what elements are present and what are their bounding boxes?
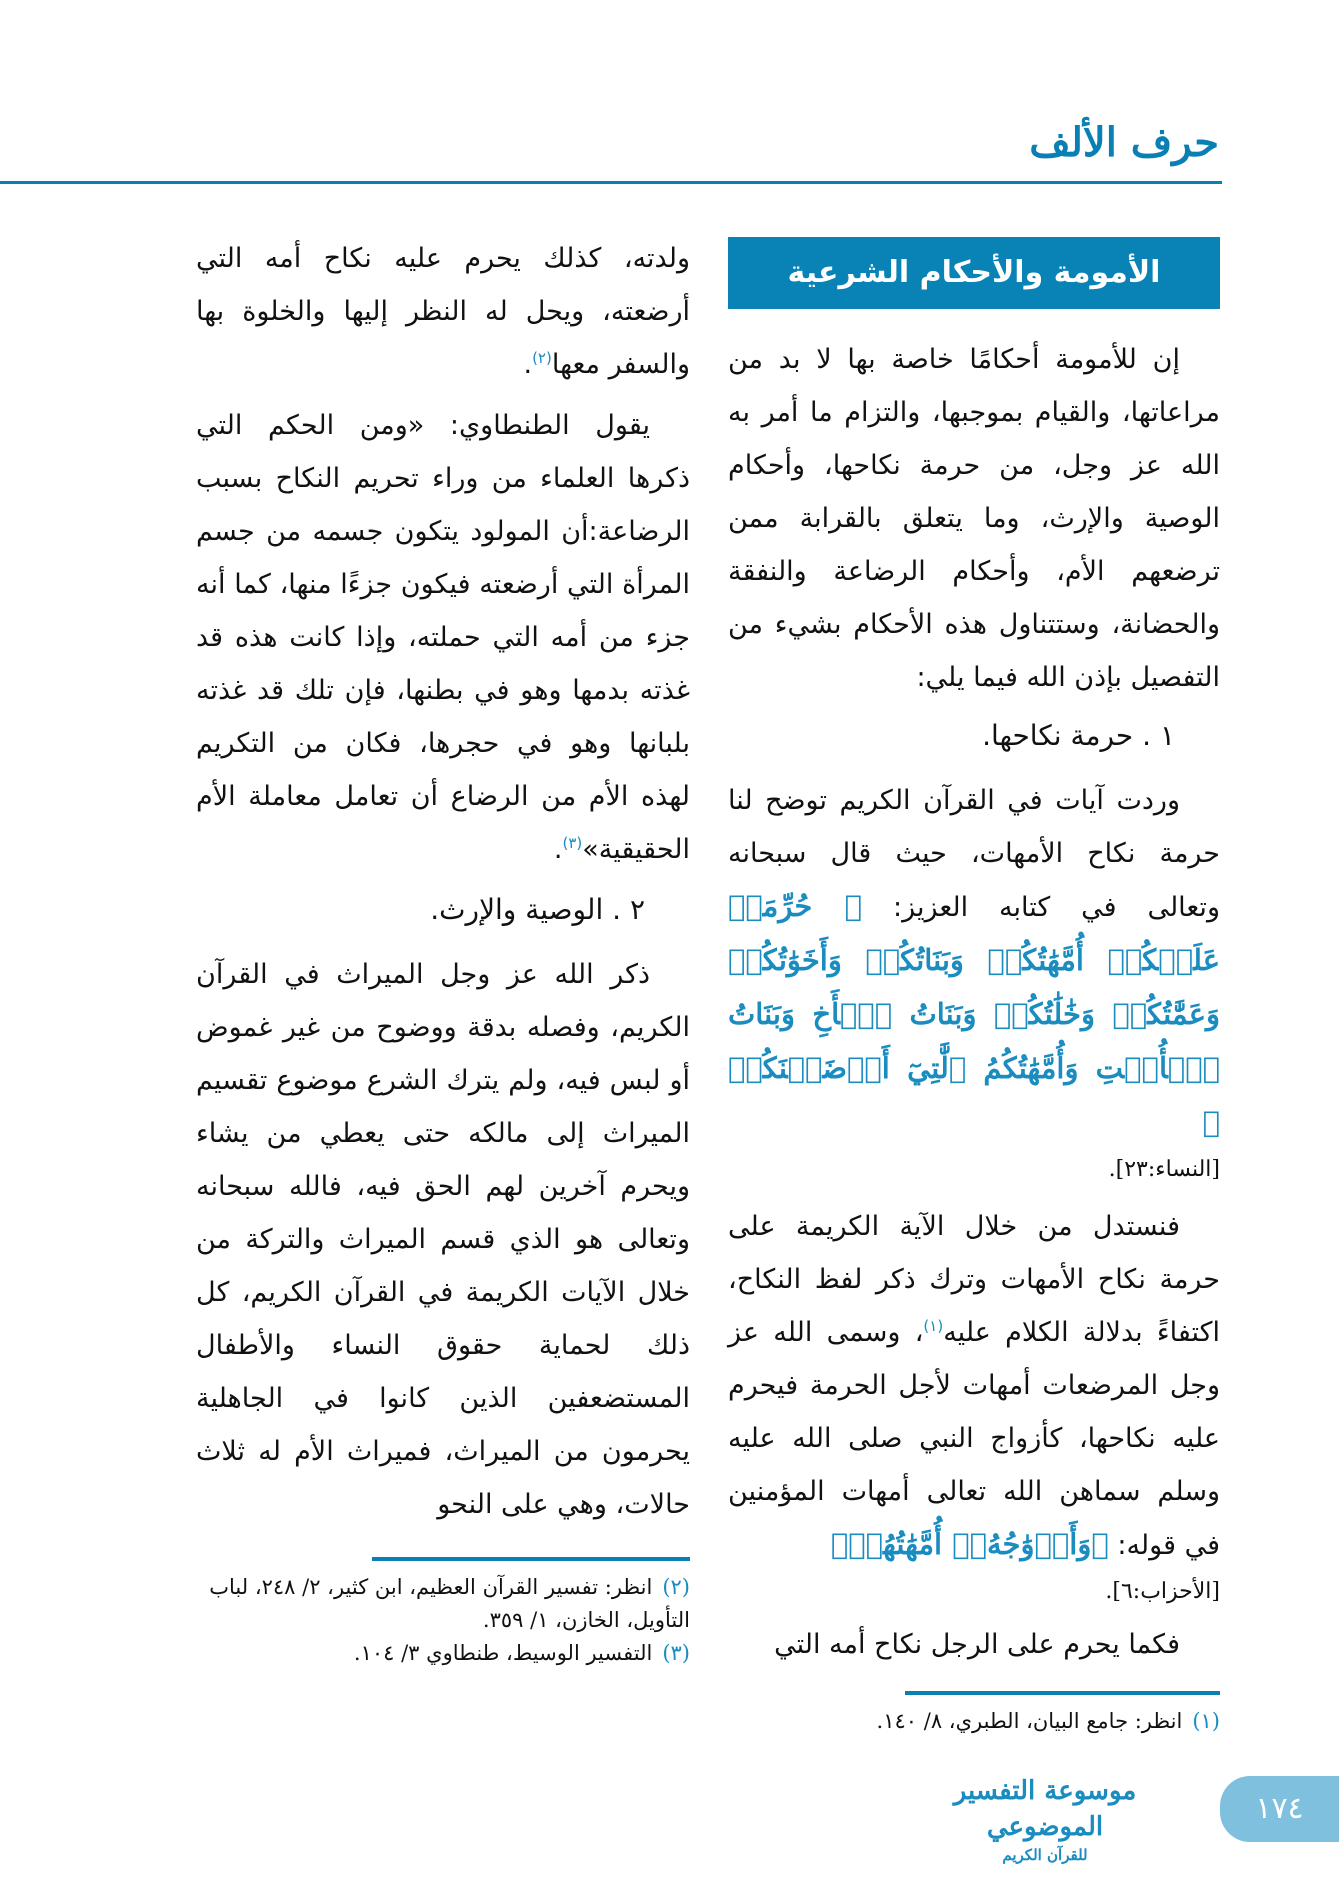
item-heading-2: ٢ . الوصية والإرث.: [430, 893, 645, 926]
verse-reference: [النساء:٢٣].: [1108, 1157, 1220, 1182]
footnote: [728, 1705, 1220, 1738]
paragraph: [728, 774, 1220, 1150]
right-column: [728, 237, 1220, 1738]
quran-verse: ﴿ حُرِّمَتۡ عَلَيۡكُمۡ أُمَّهَٰتُكُمۡ وَبَنَاتُكُمۡ وَأَخَوَٰتُكُمۡ وَعَمَّٰتُكُمۡ وَخَٰلَٰتُكُمۡ وَبَنَاتُ ٱلۡأَخِ وَبَنَاتُ ٱلۡأُخۡتِ وَأُمَّهَٰتُكُمُ ٱلَّٰتِيٓ أَرۡضَعۡنَكُمۡ ﴾: [728, 889, 1220, 1139]
chapter-title: حرف الألف: [1029, 119, 1219, 166]
page-header: [0, 0, 1339, 184]
footnote-marker[interactable]: (٣): [562, 834, 583, 852]
footnote-marker[interactable]: (١): [923, 1317, 944, 1335]
footnote: [196, 1637, 690, 1670]
footnote-text: التفسير الوسيط، طنطاوي ٣/ ١٠٤.: [353, 1641, 653, 1665]
footnote: [196, 1571, 690, 1637]
paragraph: [196, 232, 690, 391]
footnote-text: انظر: تفسير القرآن العظيم، ابن كثير، ٢/ ٢٤٨، لباب التأويل، الخازن، ١/ ٣٥٩.: [209, 1575, 690, 1632]
paragraph: [196, 399, 690, 876]
footnote-text: انظر: جامع البيان، الطبري، ٨/ ١٤٠.: [876, 1709, 1183, 1733]
paragraph-text: ، وسمى الله عز وجل المرضعات أمهات لأجل الحرمة فيحرم عليه نكاحها، كأزواج النبي صلى الله عليه وسلم سماهن الله تعالى أمهات المؤمنين في قوله:: [728, 1317, 1220, 1561]
paragraph-text: .: [553, 834, 563, 865]
paragraph: ذكر الله عز وجل الميراث في القرآن الكريم، وفصله بدقة ووضوح من غير غموض أو لبس فيه، ولم يترك الشرع موضوع تقسيم الميراث إلى مالكه حتى يعطي من يشاء ويحرم آخرين لهم الحق فيه، فالله سبحانه وتعالى هو الذي قسم الميراث والتركة من خلال الآيات الكريمة في القرآن الكريم، كل ذلك لحماية حقوق النساء والأطفال المستضعفين الذين كانوا في الجاهلية يحرمون من الميراث، فميراث الأم له ثلاث حالات، وهي على النحو: [196, 959, 690, 1520]
paragraph-text: فنستدل من خلال الآية الكريمة على حرمة نكاح الأمهات وترك ذكر لفظ النكاح، اكتفاءً بدلالة الكلام عليه: [728, 1211, 1220, 1348]
quran-verse: ﴿وَأَزۡوَٰجُهُۥٓ أُمَّهَٰتُهُمۡ﴾: [830, 1527, 1109, 1561]
page-footer: [0, 1768, 1339, 1878]
section-title: الأمومة والأحكام الشرعية: [728, 237, 1220, 309]
encyclopedia-logo: [900, 1773, 1190, 1865]
logo-subtitle: للقرآن الكريم: [1002, 1846, 1088, 1864]
footnote-divider: [372, 1557, 690, 1561]
footnote-number: (٣): [662, 1641, 690, 1665]
logo-title: موسوعة التفسير الموضوعي: [953, 1776, 1137, 1842]
footnote-number: (١): [1192, 1709, 1220, 1733]
quote-text: يقول الطنطاوي: «ومن الحكم التي ذكرها العلماء من وراء تحريم النكاح بسبب الرضاعة:أن المولود يتكون جسمه من جسم المرأة التي أرضعته فيكون جزءًا منها، كما أنه جزء من أمه التي حملته، وإذا كانت هذه قد غذته بدمها وهو في بطنها، فإن تلك قد غذته بلبانها وهو في حجرها، فكان من التكريم لهذه الأم من الرضاع أن تعامل معاملة الأم الحقيقية»: [196, 410, 690, 865]
item-heading-1: ١ . حرمة نكاحها.: [982, 719, 1175, 752]
left-column: [196, 232, 690, 1670]
page-number: ١٧٤: [1220, 1776, 1339, 1842]
paragraph-text: .: [523, 349, 533, 380]
paragraph: فكما يحرم على الرجل نكاح أمه التي: [774, 1629, 1180, 1660]
verse-reference: [الأحزاب:٦].: [1105, 1579, 1220, 1604]
paragraph: [728, 1200, 1220, 1572]
footnote-number: (٢): [662, 1575, 690, 1599]
intro-paragraph: إن للأمومة أحكامًا خاصة بها لا بد من مراعاتها، والقيام بموجبها، والتزام ما أمر به الله عز وجل، من حرمة نكاحها، وأحكام الوصية والإرث، وما يتعلق بالقرابة ممن ترضعهم الأم، وأحكام الرضاعة والنفقة والحضانة، وستتناول هذه الأحكام بشيء من التفصيل بإذن الله فيما يلي:: [728, 344, 1220, 693]
header-divider: [0, 181, 1222, 184]
footnote-marker[interactable]: (٢): [532, 349, 552, 367]
paragraph-text: وردت آيات في القرآن الكريم توضح لنا حرمة نكاح الأمهات، حيث قال سبحانه وتعالى في كتابه العزيز:: [728, 785, 1220, 923]
columns: [0, 232, 1339, 1738]
footnote-divider: [905, 1691, 1220, 1695]
paragraph-text: ولدته، كذلك يحرم عليه نكاح أمه التي أرضعته، ويحل له النظر إليها والخلوة بها والسفر معها: [196, 243, 690, 380]
